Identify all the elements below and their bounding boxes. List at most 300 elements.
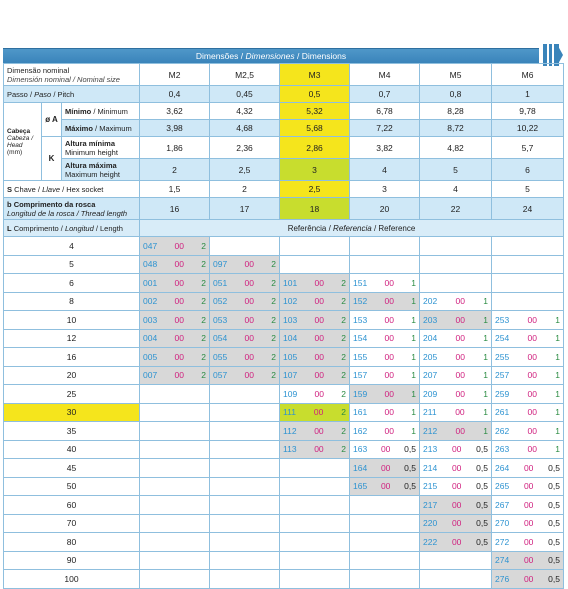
package-qty: 1	[483, 333, 488, 344]
reference-suffix: 00	[244, 314, 254, 325]
reference-cell[interactable]	[492, 533, 564, 552]
thread-value: 20	[350, 198, 420, 220]
reference-suffix: 00	[244, 370, 254, 381]
reference-cell[interactable]	[420, 385, 492, 404]
reference-code	[492, 422, 563, 440]
reference-number: 051	[213, 277, 228, 288]
reference-cell[interactable]	[492, 477, 564, 496]
reference-suffix: 00	[451, 499, 462, 510]
reference-suffix: 00	[314, 370, 324, 381]
reference-code	[492, 515, 563, 533]
hmin-value: 2,86	[280, 137, 350, 159]
length-value: 90	[4, 551, 140, 570]
reference-cell[interactable]	[420, 514, 492, 533]
reference-cell	[420, 274, 492, 293]
package-qty: 2	[341, 388, 346, 399]
reference-suffix: 00	[384, 370, 394, 381]
reference-suffix: 00	[523, 573, 534, 584]
reference-cell	[350, 514, 420, 533]
reference-suffix: 00	[244, 296, 254, 307]
thread-es-en: Longitud de la rosca / Thread length	[7, 208, 128, 218]
hmin-pt: Altura mínima	[65, 138, 116, 148]
reference-number: 164	[353, 462, 368, 473]
reference-number: 211	[423, 407, 437, 418]
reference-cell[interactable]	[350, 292, 420, 311]
hmax-label	[62, 159, 140, 181]
reference-suffix: 00	[455, 425, 465, 436]
reference-number: 007	[143, 370, 158, 381]
reference-number: 055	[213, 351, 228, 362]
length-value: 60	[4, 496, 140, 515]
reference-suffix: 00	[244, 277, 254, 288]
reference-suffix: 00	[384, 333, 394, 344]
reference-code	[350, 330, 419, 348]
thread-value: 22	[420, 198, 492, 220]
reference-cell[interactable]	[350, 403, 420, 422]
reference-code	[140, 293, 209, 311]
reference-suffix: 00	[527, 314, 537, 325]
package-qty: 0,5	[404, 462, 416, 473]
reference-cell	[140, 533, 210, 552]
reference-number: 162	[353, 425, 368, 436]
thread-sym: b	[7, 199, 12, 209]
length-value: 20	[4, 366, 140, 385]
nominal-size-label	[4, 64, 140, 86]
k-symbol: K	[42, 137, 62, 181]
reference-number: 213	[423, 444, 438, 455]
title-pt: Dimensões	[195, 51, 239, 61]
package-qty: 2	[201, 351, 206, 362]
length-en: Length	[100, 223, 123, 233]
key-en: Hex socket	[66, 184, 104, 194]
reference-suffix: 00	[455, 351, 465, 362]
reference-cell[interactable]	[420, 403, 492, 422]
reference-suffix: 00	[380, 444, 391, 455]
pitch-es: Paso	[34, 89, 52, 99]
reference-cell[interactable]	[492, 403, 564, 422]
package-qty: 1	[483, 351, 488, 362]
pitch-label: Passo / Paso / Pitch	[4, 86, 140, 103]
reference-cell[interactable]	[280, 329, 350, 348]
key-es: Llave	[42, 184, 60, 194]
reference-suffix: 00	[174, 277, 184, 288]
reference-number: 214	[423, 462, 438, 473]
reference-cell[interactable]	[492, 514, 564, 533]
package-qty: 2	[271, 296, 276, 307]
package-qty: 0,5	[404, 481, 416, 492]
length-value: 8	[4, 292, 140, 311]
reference-cell[interactable]	[350, 477, 420, 496]
reference-code	[350, 293, 419, 311]
length-value: 16	[4, 348, 140, 367]
reference-suffix: 00	[314, 351, 324, 362]
package-qty: 0,5	[476, 536, 488, 547]
reference-cell	[210, 422, 280, 441]
reference-cell[interactable]	[492, 311, 564, 330]
reference-number: 151	[353, 277, 368, 288]
reference-cell[interactable]	[492, 570, 564, 589]
reference-cell[interactable]	[350, 311, 420, 330]
reference-suffix: 00	[380, 481, 391, 492]
length-header: L Comprimento / Longitud / Length	[4, 220, 140, 237]
reference-cell[interactable]	[280, 348, 350, 367]
reference-suffix: 00	[384, 277, 394, 288]
reference-cell[interactable]	[140, 237, 210, 256]
reference-number: 264	[495, 462, 510, 473]
reference-suffix: 00	[451, 536, 462, 547]
min-value: 4,32	[210, 103, 280, 120]
head-unit: (mm)	[7, 148, 23, 156]
reference-code	[492, 404, 563, 422]
length-value: 80	[4, 533, 140, 552]
length-row	[4, 329, 564, 348]
package-qty: 1	[411, 425, 416, 436]
reference-code	[140, 256, 209, 274]
reference-cell[interactable]	[140, 366, 210, 385]
reference-cell[interactable]	[350, 329, 420, 348]
length-row	[4, 255, 564, 274]
length-value: 10	[4, 311, 140, 330]
reference-cell	[140, 459, 210, 478]
reference-suffix: 00	[527, 333, 537, 344]
reference-code	[492, 496, 563, 514]
reference-cell[interactable]	[280, 311, 350, 330]
package-qty: 1	[555, 351, 560, 362]
reference-cell[interactable]	[420, 477, 492, 496]
package-qty: 0,5	[476, 444, 488, 455]
reference-code	[280, 330, 349, 348]
reference-suffix: 00	[174, 351, 184, 362]
reference-suffix: 00	[174, 296, 184, 307]
reference-cell[interactable]	[350, 366, 420, 385]
title-sep-2: /	[294, 51, 302, 61]
reference-code	[280, 385, 349, 403]
hmin-value: 5,7	[492, 137, 564, 159]
hmax-value: 2	[140, 159, 210, 181]
reference-cell[interactable]	[280, 366, 350, 385]
length-value: 35	[4, 422, 140, 441]
package-qty: 2	[341, 277, 346, 288]
reference-cell[interactable]	[420, 459, 492, 478]
package-qty: 2	[201, 370, 206, 381]
reference-suffix: 00	[384, 407, 394, 418]
package-qty: 2	[271, 370, 276, 381]
min-value: 6,78	[350, 103, 420, 120]
reference-cell[interactable]	[210, 292, 280, 311]
length-row	[4, 237, 564, 256]
max-value: 3,98	[140, 120, 210, 137]
min-pt: Mínimo	[65, 106, 92, 116]
package-qty: 1	[411, 407, 416, 418]
reference-number: 207	[423, 370, 438, 381]
reference-number: 105	[283, 351, 298, 362]
reference-code	[210, 274, 279, 292]
key-value: 2,5	[280, 181, 350, 198]
reference-cell	[210, 514, 280, 533]
reference-cell[interactable]	[140, 292, 210, 311]
reference-cell[interactable]	[210, 274, 280, 293]
title-es: Dimensiones	[245, 51, 295, 61]
reference-cell[interactable]	[280, 292, 350, 311]
reference-cell[interactable]	[140, 274, 210, 293]
reference-code	[280, 441, 349, 459]
reference-cell[interactable]	[492, 422, 564, 441]
reference-suffix: 00	[314, 333, 324, 344]
reference-number: 097	[213, 259, 228, 270]
reference-code	[350, 441, 419, 459]
reference-suffix: 00	[451, 518, 462, 529]
reference-es: Referencia	[333, 223, 372, 233]
package-qty: 1	[555, 370, 560, 381]
reference-header: Referência / Referencia / Reference	[140, 220, 564, 237]
reference-code	[350, 459, 419, 477]
reference-cell	[492, 237, 564, 256]
reference-code	[420, 385, 491, 403]
length-row	[4, 551, 564, 570]
size-header: M4	[350, 64, 420, 86]
reference-cell[interactable]	[492, 440, 564, 459]
package-qty: 2	[341, 407, 347, 418]
reference-cell	[420, 237, 492, 256]
reference-code	[280, 422, 349, 440]
reference-suffix: 00	[451, 481, 462, 492]
reference-number: 048	[143, 259, 158, 270]
reference-cell[interactable]	[420, 348, 492, 367]
reference-code	[210, 256, 279, 274]
reference-cell[interactable]	[492, 551, 564, 570]
size-header: M3	[280, 64, 350, 86]
reference-cell[interactable]	[492, 366, 564, 385]
reference-number: 103	[283, 314, 298, 325]
reference-cell	[140, 385, 210, 404]
reference-cell	[492, 292, 564, 311]
package-qty: 1	[483, 314, 488, 325]
reference-cell	[280, 533, 350, 552]
pitch-value: 1	[492, 86, 564, 103]
reference-code	[420, 404, 491, 422]
reference-cell[interactable]	[492, 459, 564, 478]
hmin-value: 2,36	[210, 137, 280, 159]
reference-cell[interactable]	[420, 496, 492, 515]
hmax-en: Maximum height	[65, 169, 121, 179]
reference-suffix: 00	[314, 314, 324, 325]
length-value: 100	[4, 570, 140, 589]
reference-cell[interactable]	[140, 255, 210, 274]
reference-cell[interactable]	[350, 274, 420, 293]
head-es: Cabeza / Head	[7, 134, 34, 149]
reference-cell[interactable]	[420, 422, 492, 441]
reference-cell[interactable]	[350, 422, 420, 441]
reference-cell[interactable]	[140, 311, 210, 330]
reference-code	[492, 367, 563, 385]
reference-suffix: 00	[455, 370, 465, 381]
reference-cell	[280, 237, 350, 256]
length-row	[4, 422, 564, 441]
reference-cell[interactable]	[492, 348, 564, 367]
package-qty: 1	[483, 407, 488, 418]
length-row	[4, 366, 564, 385]
reference-code	[350, 367, 419, 385]
reference-code	[350, 274, 419, 292]
key-value: 2	[210, 181, 280, 198]
max-en: Maximum	[99, 123, 132, 133]
max-value: 4,68	[210, 120, 280, 137]
reference-number: 267	[495, 499, 510, 510]
package-qty: 0,5	[548, 536, 560, 547]
thread-value: 17	[210, 198, 280, 220]
reference-cell	[350, 533, 420, 552]
package-qty: 1	[555, 425, 560, 436]
reference-suffix: 00	[523, 555, 534, 566]
reference-cell[interactable]	[420, 440, 492, 459]
reference-cell[interactable]	[420, 329, 492, 348]
reference-number: 159	[353, 388, 368, 399]
max-pt: Máximo	[65, 123, 93, 133]
hmax-value: 4	[350, 159, 420, 181]
reference-code	[210, 330, 279, 348]
package-qty: 0,5	[548, 573, 560, 584]
reference-cell[interactable]	[280, 385, 350, 404]
reference-cell[interactable]	[350, 459, 420, 478]
pitch-value: 0,4	[140, 86, 210, 103]
reference-number: 004	[143, 333, 158, 344]
pitch-en: Pitch	[57, 89, 75, 99]
reference-cell[interactable]	[420, 366, 492, 385]
length-row	[4, 496, 564, 515]
package-qty: 2	[341, 351, 346, 362]
length-row	[4, 459, 564, 478]
reference-code	[420, 330, 491, 348]
reference-suffix: 00	[455, 314, 465, 325]
reference-suffix: 00	[455, 333, 465, 344]
reference-number: 111	[283, 407, 296, 418]
max-value: 8,72	[420, 120, 492, 137]
reference-cell[interactable]	[350, 385, 420, 404]
reference-cell[interactable]	[492, 385, 564, 404]
reference-cell[interactable]	[420, 533, 492, 552]
reference-number: 054	[213, 333, 228, 344]
reference-cell	[210, 403, 280, 422]
hmin-value: 4,82	[420, 137, 492, 159]
reference-cell[interactable]	[210, 255, 280, 274]
reference-suffix: 00	[174, 240, 184, 251]
reference-cell	[210, 551, 280, 570]
nominal-es-en: Dimensión nominal / Nominal size	[7, 74, 120, 84]
reference-cell	[210, 477, 280, 496]
size-header: M2,5	[210, 64, 280, 86]
reference-cell[interactable]	[280, 440, 350, 459]
reference-code	[350, 478, 419, 496]
length-value: 4	[4, 237, 140, 256]
reference-code	[280, 293, 349, 311]
package-qty: 2	[271, 314, 276, 325]
reference-cell[interactable]	[280, 274, 350, 293]
reference-cell	[140, 477, 210, 496]
reference-cell[interactable]	[420, 311, 492, 330]
reference-number: 165	[353, 481, 368, 492]
reference-suffix: 00	[313, 407, 324, 418]
reference-code	[420, 311, 491, 329]
package-qty: 2	[341, 425, 346, 436]
reference-cell	[420, 570, 492, 589]
reference-cell	[140, 570, 210, 589]
reference-cell[interactable]	[280, 403, 350, 422]
package-qty: 0,5	[476, 518, 488, 529]
package-qty: 2	[201, 333, 206, 344]
min-en: Minimum	[97, 106, 128, 116]
head-label	[4, 103, 42, 181]
reference-cell	[210, 385, 280, 404]
reference-number: 101	[283, 277, 298, 288]
package-qty: 2	[341, 296, 346, 307]
reference-code	[210, 348, 279, 366]
reference-code	[350, 348, 419, 366]
reference-cell[interactable]	[420, 292, 492, 311]
dimensions-table	[3, 63, 564, 589]
length-row	[4, 274, 564, 293]
reference-number: 274	[495, 555, 510, 566]
reference-suffix: 00	[523, 499, 534, 510]
reference-number: 259	[495, 388, 510, 399]
reference-cell[interactable]	[210, 348, 280, 367]
reference-cell	[280, 255, 350, 274]
package-qty: 2	[201, 259, 206, 270]
package-qty: 1	[411, 351, 416, 362]
reference-cell[interactable]	[492, 496, 564, 515]
reference-code	[280, 404, 349, 422]
reference-number: 001	[143, 277, 158, 288]
reference-cell[interactable]	[350, 348, 420, 367]
reference-code	[140, 367, 209, 385]
reference-number: 153	[353, 314, 368, 325]
reference-cell[interactable]	[350, 440, 420, 459]
length-row	[4, 514, 564, 533]
reference-number: 047	[143, 240, 158, 251]
reference-cell[interactable]	[210, 329, 280, 348]
reference-suffix: 00	[174, 314, 184, 325]
pitch-value: 0,45	[210, 86, 280, 103]
reference-suffix: 00	[455, 296, 465, 307]
reference-cell	[350, 237, 420, 256]
package-qty: 1	[411, 333, 416, 344]
reference-suffix: 00	[244, 333, 254, 344]
reference-code	[492, 441, 563, 459]
thread-value: 16	[140, 198, 210, 220]
thread-pt: Comprimento da rosca	[13, 199, 96, 209]
reference-number: 205	[423, 351, 438, 362]
reference-number: 202	[423, 296, 438, 307]
reference-suffix: 00	[244, 351, 254, 362]
reference-number: 163	[353, 444, 368, 455]
package-qty: 1	[555, 314, 560, 325]
reference-cell	[140, 403, 210, 422]
reference-cell[interactable]	[140, 329, 210, 348]
reference-code	[350, 404, 419, 422]
reference-number: 104	[283, 333, 298, 344]
package-qty: 1	[411, 277, 416, 288]
reference-cell[interactable]	[210, 311, 280, 330]
reference-suffix: 00	[314, 425, 324, 436]
package-qty: 1	[483, 370, 488, 381]
reference-cell[interactable]	[210, 366, 280, 385]
reference-cell[interactable]	[492, 329, 564, 348]
reference-code	[420, 496, 491, 514]
reference-cell[interactable]	[140, 348, 210, 367]
reference-suffix: 00	[451, 462, 462, 473]
reference-cell	[492, 255, 564, 274]
reference-code	[210, 293, 279, 311]
reference-cell[interactable]	[280, 422, 350, 441]
